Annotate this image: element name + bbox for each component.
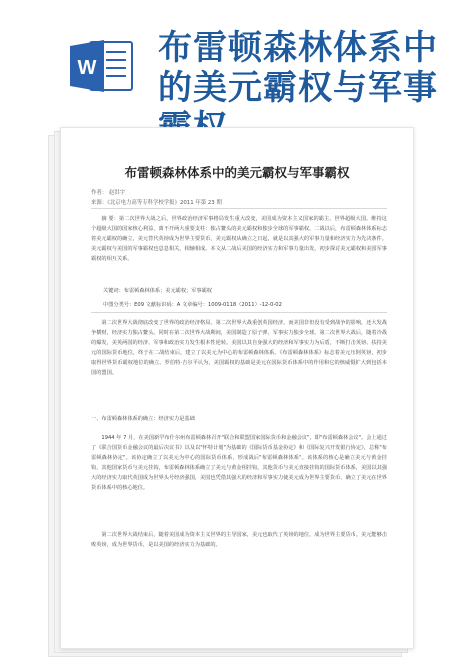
abstract: 摘 要：第二次世界大战之后，世界政治经济军事格局发生重大改变，美国成为资本主义国家的霸主，世界超级大国。维持这个超级大国的国家核心利益，离不开两大重要支柱：独占鳌头的美元霸权和独步全球的军事霸权。二战以后，布雷顿森林体系标志着美元霸权的确立，美元替代英镑成为世界主要货币，美元霸权从确立之日起，就是以其强大的军事力量和经济实力为先决条件。美元霸权与美国的军事霸权也息息相关，相辅相成。本文从二战后美国的经济实力和军事力量出发，初步探讨美元霸权和美国军事霸权的相互关系。	[91, 216, 387, 262]
keywords: 关键词：布雷顿森林体系；美元霸权；军事霸权	[103, 288, 212, 294]
word-document-icon	[70, 38, 134, 94]
author-line: 作者： 赵洪宇	[91, 190, 126, 196]
divider	[91, 312, 387, 313]
source-line: 来源：《北京电力高等专科学校学报》2011 年第 23 期	[91, 200, 222, 206]
banner-title: 布雷顿森林体系中的美元霸权与军事	[158, 28, 438, 108]
logo-letter: W	[77, 57, 97, 79]
section-paragraph: 1944 年 7 月，在美国新罕布什尔州布雷顿森林召开"联合和联盟国家国际货币和金融会议"，即"布雷顿森林会议"。会上通过了《联合国货币金融会议的最后决议书》以及以"怀特计划"为基础的《国际货币基金协定》和《国际复兴开发银行协定》，总称"布雷顿森林协定"。该协定确立了以美元为中心的国际货币体系，形成战后"布雷顿森林体系"。该体系的核心是确立美元与黄金挂钩，其他国家货币与美元挂钩，布雷顿森林体系确立了美元与黄金相挂钩，其他货币与美元直接挂钩的国际货币体系，美国以其强大的经济实力取代英国成为世界头号经济强国，美国也凭借其强大的经济和军事实力使美元成为世界主要货币，确立了美元在世界货币体系中的核心地位。	[91, 435, 387, 491]
document-page	[60, 127, 414, 649]
intro-paragraph: 第二次世界大战彻底改变了世界的政治经济格局。第二次世界大战重创英国经济，而美国非但没有受到战争的影响，还大发战争横财，经济实力独占鳌头。同时在第二次世界大战期间，美国制造了原子弹，军事实力独步全球。第二次世界大战后，随着冷战的爆发，美英两国的经济、军事和政治实力发生根本性逆转。美国以其自身强大的经济和军事实力为后盾，不断打击英镑、扶持美元的国际货币地位，终于在二战结束后，建立了以美元为中心的布雷顿森林体系。《布雷顿森林体系》标志着美元压倒英镑，初步取得世界货币霸权地位的确立。罗伯特·吉尔平认为，美国霸权的基础是美元在国际货币体系中的作用和它的核威慑扩大到包括本国的盟国。	[91, 320, 387, 376]
divider	[91, 208, 387, 209]
document-title: 布雷顿森林体系中的美元霸权与军事霸权	[124, 165, 350, 180]
section-heading: 一、布雷顿森林体系的确立：经济实力是基础	[91, 416, 195, 422]
banner	[0, 0, 474, 130]
classification: 中图分类号：E09 文献标识码：A 文章编号：1009-0118（2011）-12-0-02	[103, 302, 282, 308]
section-paragraph: 第二次世界大战结束后，随着美国成为资本主义世界的主导国家，美元也取代了英镑的地位，成为世界主要货币。美元能够击败英镑，成为世界货币，是以美国的经济实力为基础的。	[91, 532, 387, 548]
